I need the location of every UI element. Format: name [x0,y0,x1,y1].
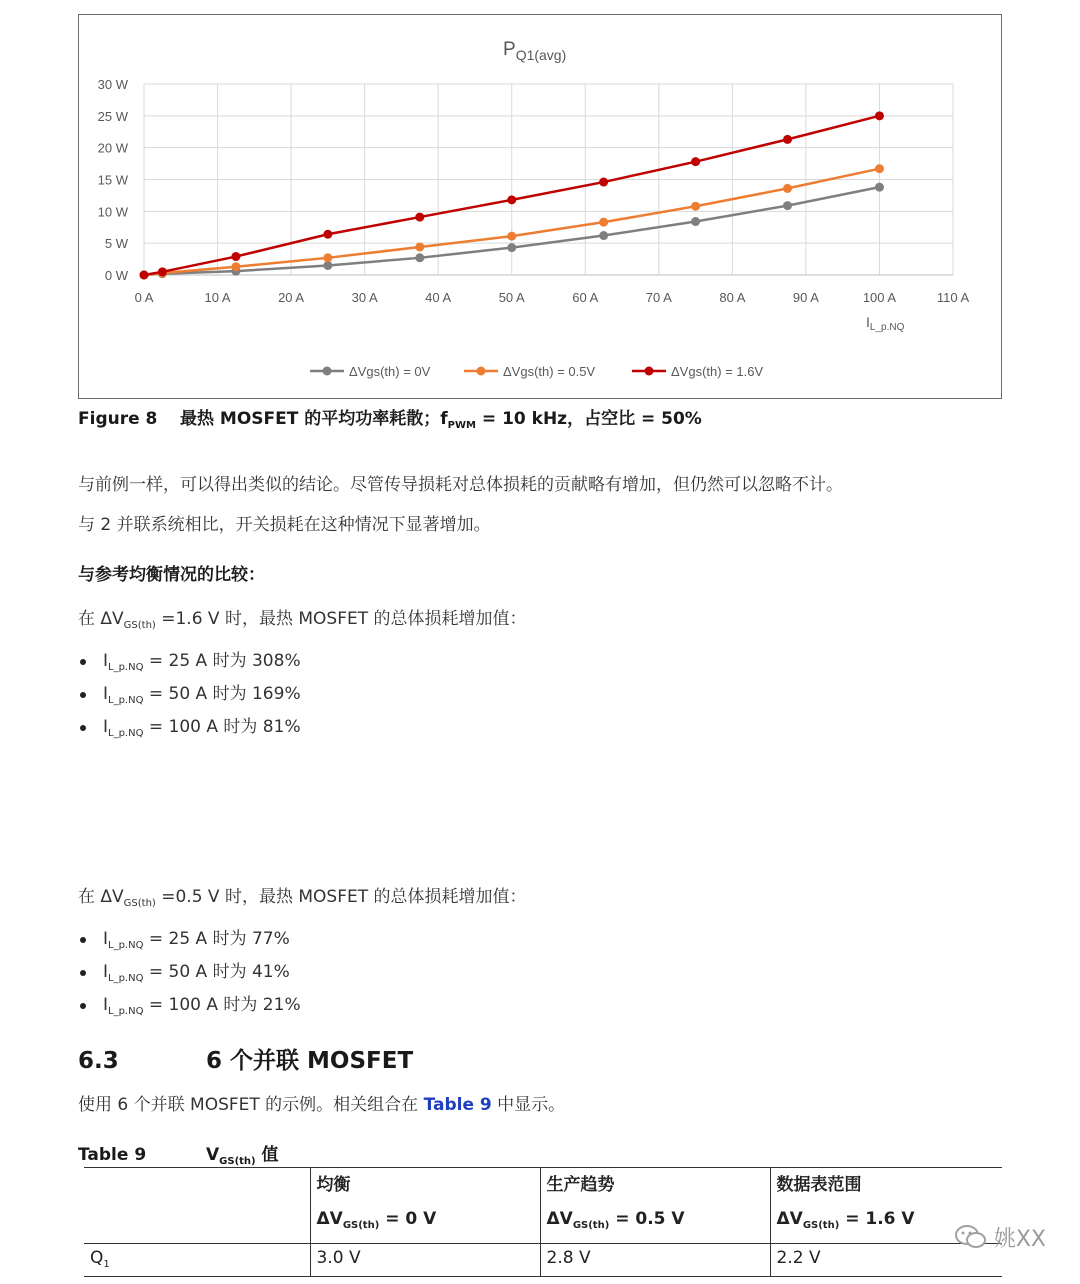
chart-container [78,14,1002,399]
item-sub: L_p.NQ [108,940,144,951]
x-tick-label: 0 A [134,290,154,305]
x-tick-label: 20 A [278,290,305,305]
item-text: = 100 A 时为 21% [143,995,301,1015]
data-point [323,230,332,239]
item-text: = 100 A 时为 81% [143,717,301,737]
x-tick-label: 10 A [204,290,231,305]
item-text: = 50 A 时为 169% [143,684,301,704]
data-point [231,262,240,271]
legend-marker [477,367,486,376]
table-caption-post: 值 [255,1145,279,1165]
block1-intro-post: =1.6 V 时，最热 MOSFET 的总体损耗增加值： [155,609,527,629]
table-cell: 3.0 V [310,1244,540,1277]
item-sub: L_p.NQ [108,695,144,706]
x-axis-label-main: I [866,314,870,330]
block1-list [78,650,301,749]
paragraph-1: 与前例一样，可以得出类似的结论。尽管传导损耗对总体损耗的贡献略有增加，但仍然可以忽略不计。 [78,475,843,495]
item-symbol: I [103,929,109,949]
data-point [415,213,424,222]
data-point [599,178,608,187]
table-row [84,1244,1002,1277]
header-cond-sub: GS(th) [572,1220,610,1231]
item-text: = 25 A 时为 77% [143,929,290,949]
legend-label: ΔVgs(th) = 0.5V [503,364,596,379]
item-symbol: I [103,995,109,1015]
block1-intro [78,604,527,631]
item-sub: L_p.NQ [108,1006,144,1017]
legend-label: ΔVgs(th) = 0V [349,364,431,379]
list-item [78,994,301,1027]
header-cond-post: = 0 V [379,1209,437,1229]
header-cond-sub: GS(th) [342,1220,380,1231]
data-point [691,202,700,211]
block1-intro-pre: 在 ΔV [78,609,124,629]
block2-intro-pre: 在 ΔV [78,887,124,907]
paragraph-2: 与 2 并联系统相比，开关损耗在这种情况下显著增加。 [78,515,491,535]
data-point [158,267,167,276]
data-point [875,164,884,173]
header-cond-pre: ΔV [316,1209,343,1229]
legend-marker [645,367,654,376]
y-tick-label: 15 W [97,172,128,188]
data-point [507,243,516,252]
item-sub: L_p.NQ [108,728,144,739]
header-title: 均衡 [316,1175,351,1195]
table-row-label [84,1244,310,1277]
header-condition [547,1206,764,1239]
block2-intro-sub: GS(th) [123,898,156,909]
data-point [415,242,424,251]
figure-number: Figure 8 [78,409,158,429]
data-point [783,135,792,144]
list-item [78,650,301,683]
table-header-row [84,1168,1002,1244]
item-sub: L_p.NQ [108,662,144,673]
figure-caption-tail: = 10 kHz，占空比 = 50% [475,409,702,429]
y-tick-label: 0 W [104,268,128,283]
data-point [875,111,884,120]
item-text: = 50 A 时为 41% [143,962,290,982]
y-tick-label: 30 W [97,77,128,92]
legend-label: ΔVgs(th) = 1.6V [671,364,764,379]
item-symbol: I [103,651,109,671]
table-header-cell [540,1168,770,1244]
x-tick-label: 60 A [572,290,599,305]
row-label-main: Q [90,1248,104,1268]
x-tick-label: 100 A [862,290,897,305]
row-label-sub: 1 [103,1259,110,1270]
comparison-heading: 与参考均衡情况的比较： [78,565,265,585]
table-link[interactable]: Table 9 [423,1095,492,1115]
x-tick-label: 30 A [351,290,378,305]
chart-svg [79,15,1001,398]
table-number: Table 9 [78,1145,147,1165]
table-caption-sub: GS(th) [219,1156,256,1167]
header-title: 生产趋势 [546,1175,615,1195]
data-point [599,231,608,240]
figure-caption-sub: PWM [447,420,476,431]
y-tick-label: 5 W [104,236,128,252]
section-heading [78,1042,413,1075]
x-tick-label: 70 A [645,290,672,305]
chart-title [503,39,566,63]
section-text-post: 中显示。 [491,1095,566,1115]
header-title: 数据表范围 [776,1175,862,1195]
figure-caption [78,404,702,431]
table-header-cell [310,1168,540,1244]
table-header-cell [84,1168,310,1244]
data-point [875,183,884,192]
section-title: 6 个并联 MOSFET [206,1048,414,1074]
data-point [507,232,516,241]
watermark [954,1222,1046,1256]
item-sub: L_p.NQ [108,973,144,984]
section-number: 6.3 [78,1048,119,1074]
x-axis-label-sub: L_p.NQ [869,322,905,333]
y-tick-label: 10 W [97,204,128,220]
y-tick-label: 20 W [97,140,128,156]
chart-title-main: P [503,39,516,60]
block2-intro-post: =0.5 V 时，最热 MOSFET 的总体损耗增加值： [155,887,527,907]
table-caption-main: V [206,1145,220,1165]
x-tick-label: 110 A [936,290,970,305]
data-point [783,184,792,193]
header-cond-pre: ΔV [776,1209,803,1229]
block2-intro [78,882,527,909]
list-item [78,961,301,994]
data-point [415,253,424,262]
data-point [599,218,608,227]
list-item [78,716,301,749]
legend-marker [323,367,332,376]
data-point [783,201,792,210]
section-paragraph [78,1090,565,1115]
item-symbol: I [103,962,109,982]
block2-list [78,928,301,1027]
data-point [691,157,700,166]
section-text-pre: 使用 6 个并联 MOSFET 的示例。相关组合在 [78,1095,424,1115]
header-cond-sub: GS(th) [802,1220,840,1231]
table-cell: 2.2 V [770,1244,1002,1277]
item-text: = 25 A 时为 308% [143,651,301,671]
table-cell: 2.8 V [540,1244,770,1277]
x-tick-label: 50 A [498,290,525,305]
list-item [78,928,301,961]
watermark-text: 姚XX [993,1227,1046,1252]
y-tick-label: 25 W [97,108,128,124]
x-tick-label: 40 A [425,290,452,305]
data-point [691,217,700,226]
x-axis-label [866,314,905,333]
chart-title-sub: Q1(avg) [515,47,567,63]
wechat-icon [954,1224,988,1256]
list-item [78,683,301,716]
header-cond-pre: ΔV [546,1209,573,1229]
item-symbol: I [103,717,109,737]
data-point [140,271,149,280]
header-condition [317,1206,534,1239]
header-cond-post: = 1.6 V [839,1209,915,1229]
item-symbol: I [103,684,109,704]
x-tick-label: 80 A [719,290,746,305]
x-tick-label: 90 A [792,290,819,305]
figure-caption-text: 最热 MOSFET 的平均功率耗散；f [180,409,448,429]
header-cond-post: = 0.5 V [609,1209,685,1229]
table-caption [78,1140,279,1167]
vgs-table [84,1167,1002,1277]
block1-intro-sub: GS(th) [123,620,156,631]
data-point [323,253,332,262]
data-point [231,252,240,261]
data-point [507,195,516,204]
